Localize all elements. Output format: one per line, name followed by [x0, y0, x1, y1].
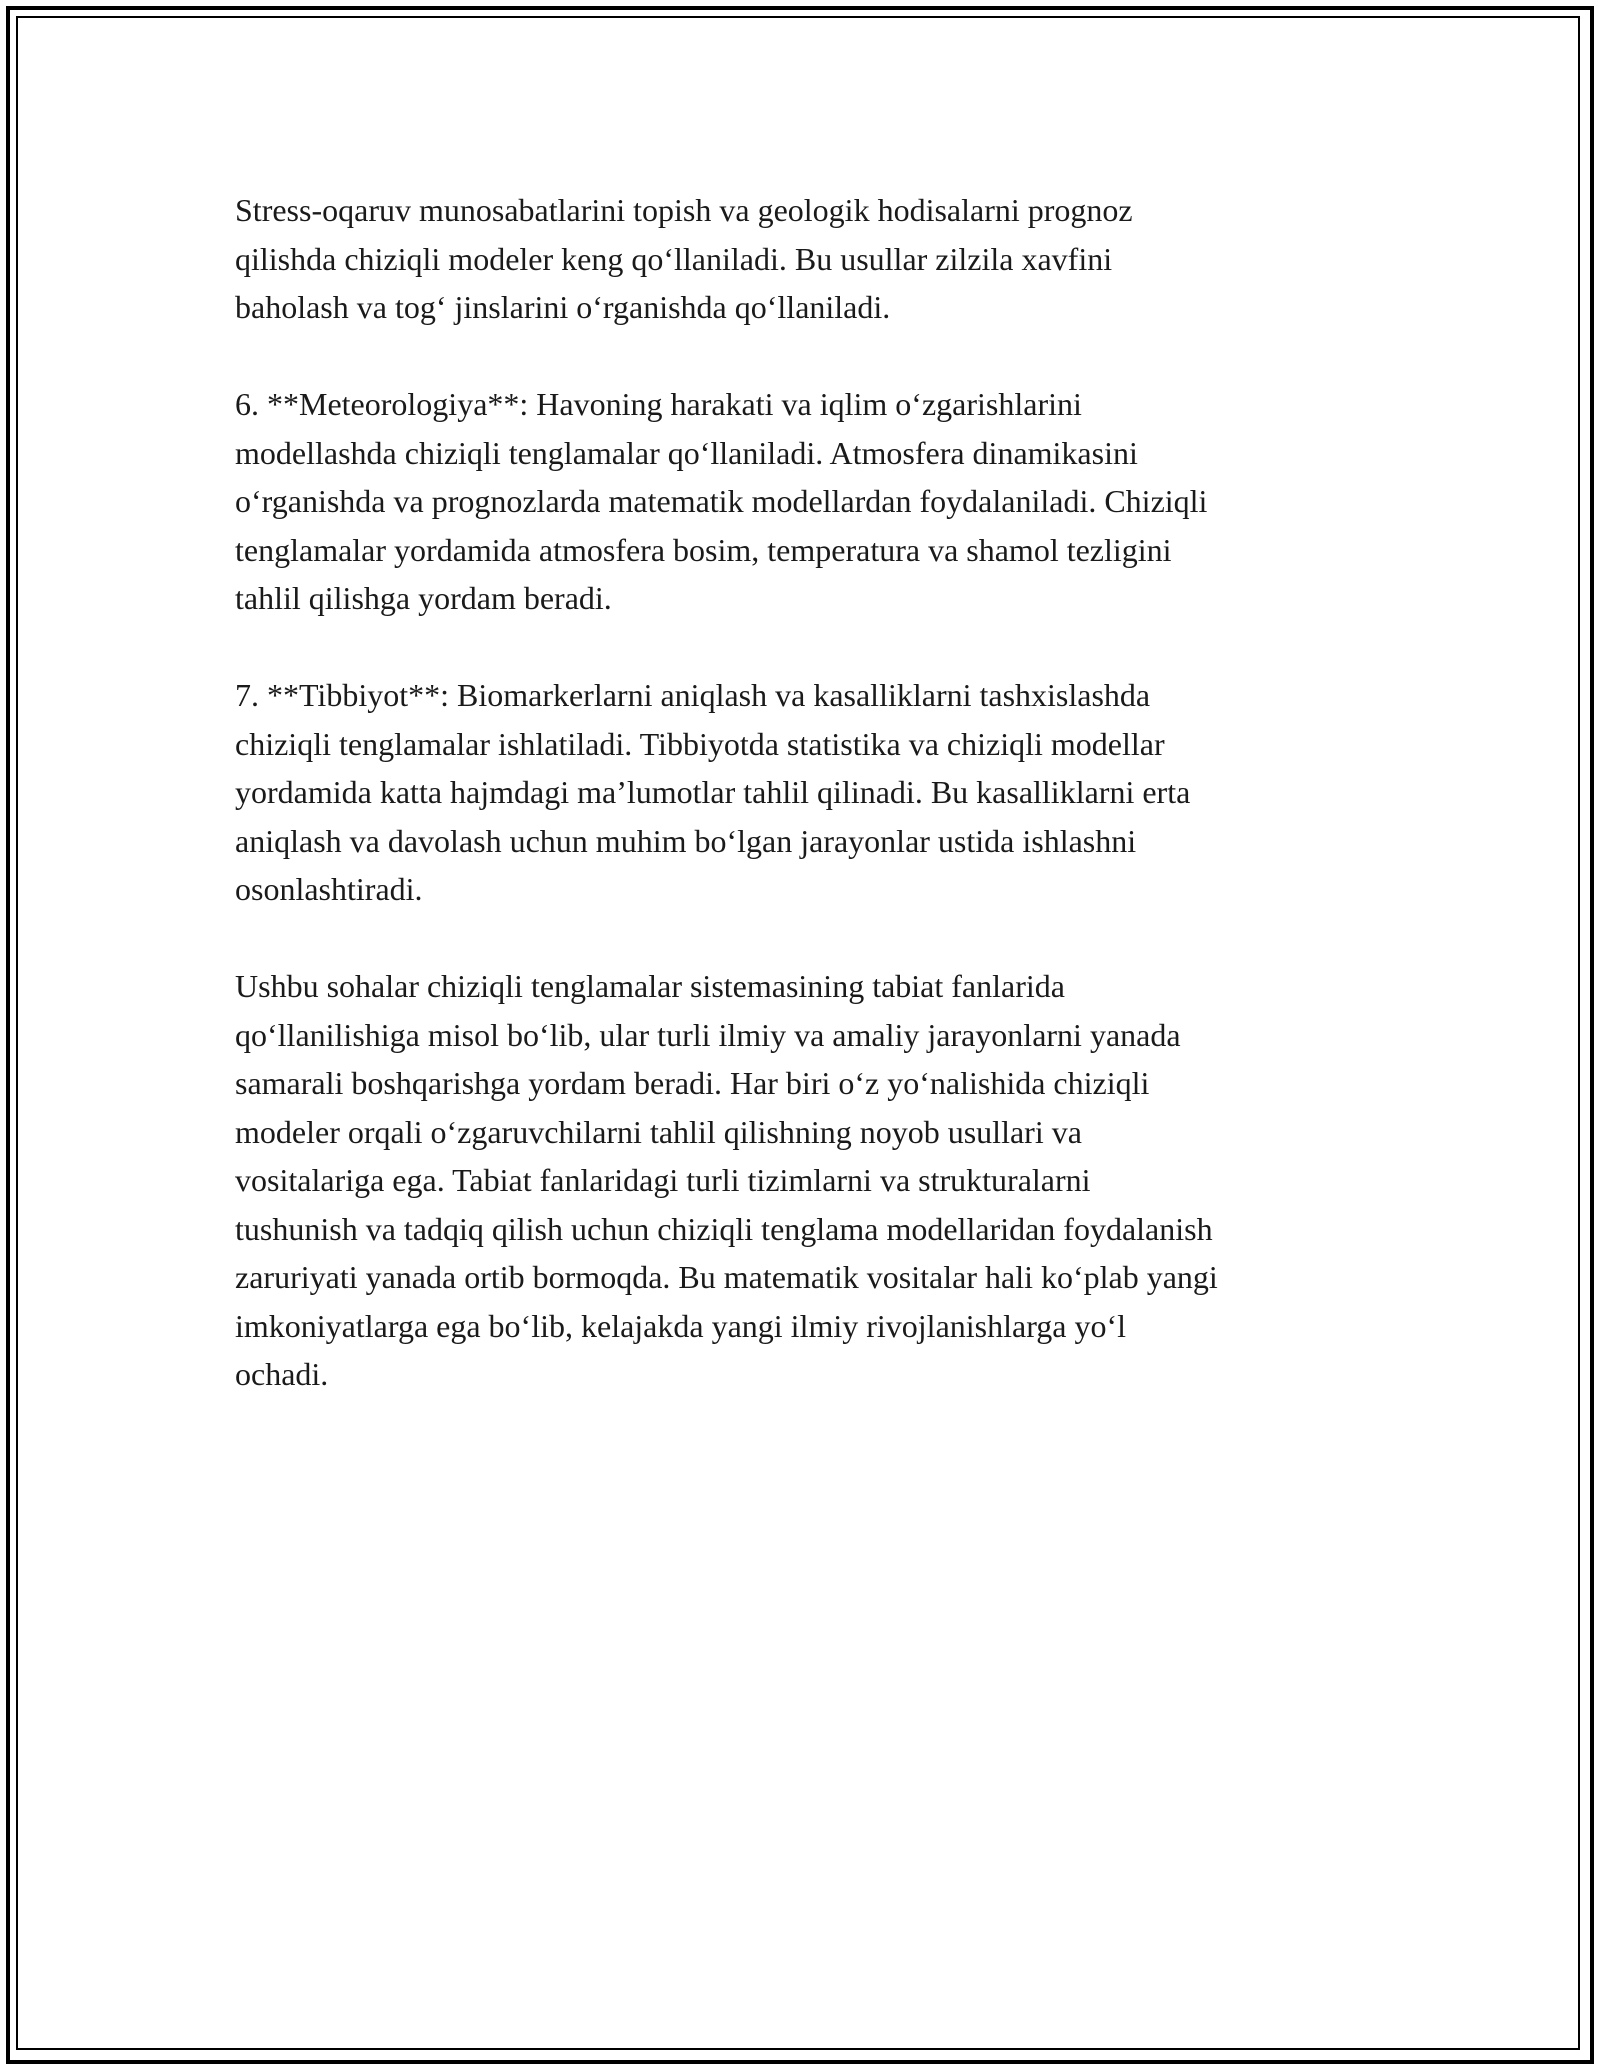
paragraph-medicine: 7. **Tibbiyot**: Biomarkerlarni aniqlash va kasalliklarni tashxislashda chiziqli tenglamalar ishlatiladi. Tibbiyotda statistika va chiziqli modellar yordamida katta hajmdagi ma’lumotlar tahlil qilinadi. Bu kasalliklarni erta aniqlash va davolash uchun muhim bo‘lgan jarayonlar ustida ishlashni osonlashtiradi.	[235, 677, 1191, 907]
paragraph-meteorology: 6. **Meteorologiya**: Havoning harakati va iqlim o‘zgarishlarini modellashda chiziqli tenglamalar qo‘llaniladi. Atmosfera dinamikasini o‘rganishda va prognozlarda matematik modellardan foydalaniladi. Chiziqli tenglamalar yordamida atmosfera bosim, temperatura va shamol tezligini tahlil qilishga yordam beradi.	[235, 386, 1208, 616]
paragraph-geology-continuation: Stress-oqaruv munosabatlarini topish va geologik hodisalarni prognoz qilishda chiziqli modeler keng qo‘llaniladi. Bu usullar zilzila xavfini baholash va tog‘ jinslarini o‘rganishda qo‘llaniladi.	[235, 192, 1133, 325]
document-body	[235, 186, 1365, 1447]
paragraph-conclusion: Ushbu sohalar chiziqli tenglamalar sistemasining tabiat fanlarida qo‘llanilishiga misol bo‘lib, ular turli ilmiy va amaliy jarayonlarni yanada samarali boshqarishga yordam beradi. Har biri o‘z yo‘nalishida chiziqli modeler orqali o‘zgaruvchilarni tahlil qilishning noyob usullari va vositalariga ega. Tabiat fanlaridagi turli tizimlarni va strukturalarni tushunish va tadqiq qilish uchun chiziqli tenglama modellaridan foydalanish zaruriyati yanada ortib bormoqda. Bu matematik vositalar hali ko‘plab yangi imkoniyatlarga ega bo‘lib, kelajakda yangi ilmiy rivojlanishlarga yo‘l ochadi.	[235, 968, 1218, 1392]
